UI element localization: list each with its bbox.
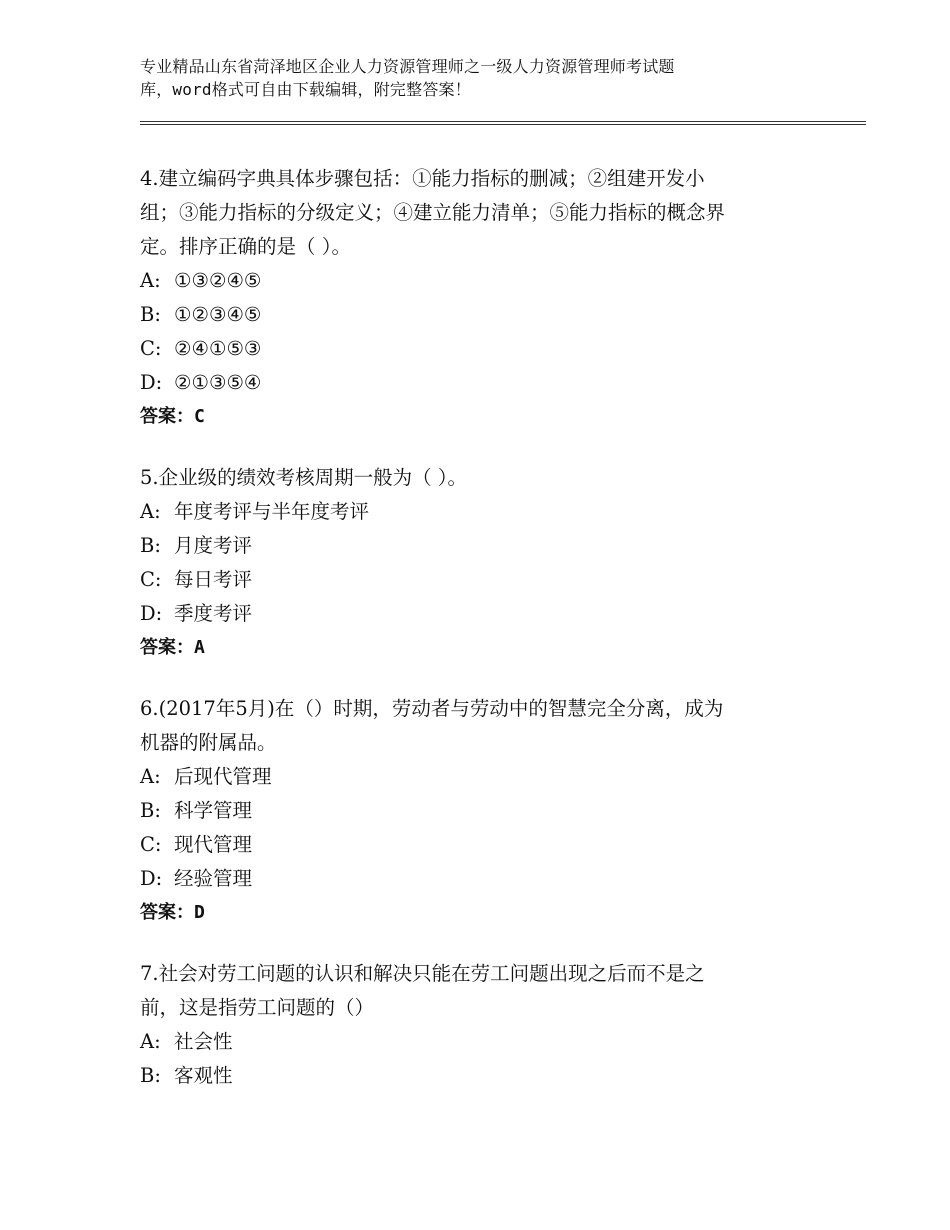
header-line-1: 专业精品山东省菏泽地区企业人力资源管理师之一级人力资源管理师考试题: [140, 57, 675, 76]
answer-label: 答案：A: [140, 637, 205, 658]
option-text: ①③②④⑤: [174, 269, 262, 292]
option-letter: A:: [140, 500, 161, 523]
option-letter: B:: [140, 534, 161, 557]
answer-label: 答案：C: [140, 406, 205, 427]
option-d: [140, 597, 830, 631]
option-a: [140, 1025, 830, 1059]
option-letter: B:: [140, 799, 161, 822]
option-letter: C:: [140, 568, 162, 591]
option-text: 社会性: [174, 1030, 233, 1053]
document-header: [140, 55, 840, 101]
option-text: ②①③⑤④: [174, 371, 262, 394]
option-letter: B:: [140, 1064, 161, 1087]
option-letter: D:: [140, 867, 163, 890]
question-text-line: 前，这是指劳工问题的（）: [140, 996, 375, 1019]
option-b: [140, 794, 830, 828]
option-letter: A:: [140, 1030, 161, 1053]
question-text-line: 机器的附属品。: [140, 731, 277, 754]
option-b: [140, 298, 830, 332]
option-letter: D:: [140, 602, 163, 625]
option-letter: A:: [140, 765, 161, 788]
question-text-line: 6.(2017年5月)在（）时期，劳动者与劳动中的智慧完全分离，成为: [140, 697, 724, 720]
question-text-line: 5.企业级的绩效考核周期一般为（ ）。: [140, 466, 468, 489]
question-7: [140, 957, 830, 1093]
option-text: 每日考评: [174, 568, 253, 591]
option-text: 月度考评: [174, 534, 253, 557]
header-rule-bottom: [140, 124, 866, 125]
option-text: 年度考评与半年度考评: [174, 500, 370, 523]
option-a: [140, 264, 830, 298]
question-list: [140, 162, 830, 1120]
option-letter: A:: [140, 269, 161, 292]
option-d: [140, 862, 830, 896]
option-text: ②④①⑤③: [174, 337, 262, 360]
option-text: 后现代管理: [174, 765, 272, 788]
option-text: 季度考评: [174, 602, 253, 625]
option-c: [140, 332, 830, 366]
question-5: [140, 461, 830, 665]
question-4: [140, 162, 830, 434]
question-text-line: 4.建立编码字典具体步骤包括：①能力指标的删减；②组建开发小: [140, 167, 705, 190]
question-text-line: 组；③能力指标的分级定义；④建立能力清单；⑤能力指标的概念界: [140, 201, 726, 224]
question-text-line: 7.社会对劳工问题的认识和解决只能在劳工问题出现之后而不是之: [140, 962, 705, 985]
option-letter: B:: [140, 303, 161, 326]
option-a: [140, 495, 830, 529]
option-letter: D:: [140, 371, 163, 394]
option-text: 现代管理: [174, 833, 253, 856]
question-text-line: 定。排序正确的是（ ）。: [140, 235, 351, 258]
header-rule-top: [140, 121, 866, 122]
option-a: [140, 760, 830, 794]
question-6: [140, 692, 830, 930]
option-c: [140, 563, 830, 597]
header-line-2: 库，word格式可自由下载编辑，附完整答案！: [140, 80, 471, 99]
option-b: [140, 1059, 830, 1093]
option-text: 科学管理: [174, 799, 253, 822]
option-c: [140, 828, 830, 862]
option-text: 客观性: [174, 1064, 233, 1087]
option-text: 经验管理: [174, 867, 253, 890]
option-d: [140, 366, 830, 400]
option-b: [140, 529, 830, 563]
answer-label: 答案：D: [140, 902, 205, 923]
option-letter: C:: [140, 833, 162, 856]
option-letter: C:: [140, 337, 162, 360]
option-text: ①②③④⑤: [174, 303, 262, 326]
